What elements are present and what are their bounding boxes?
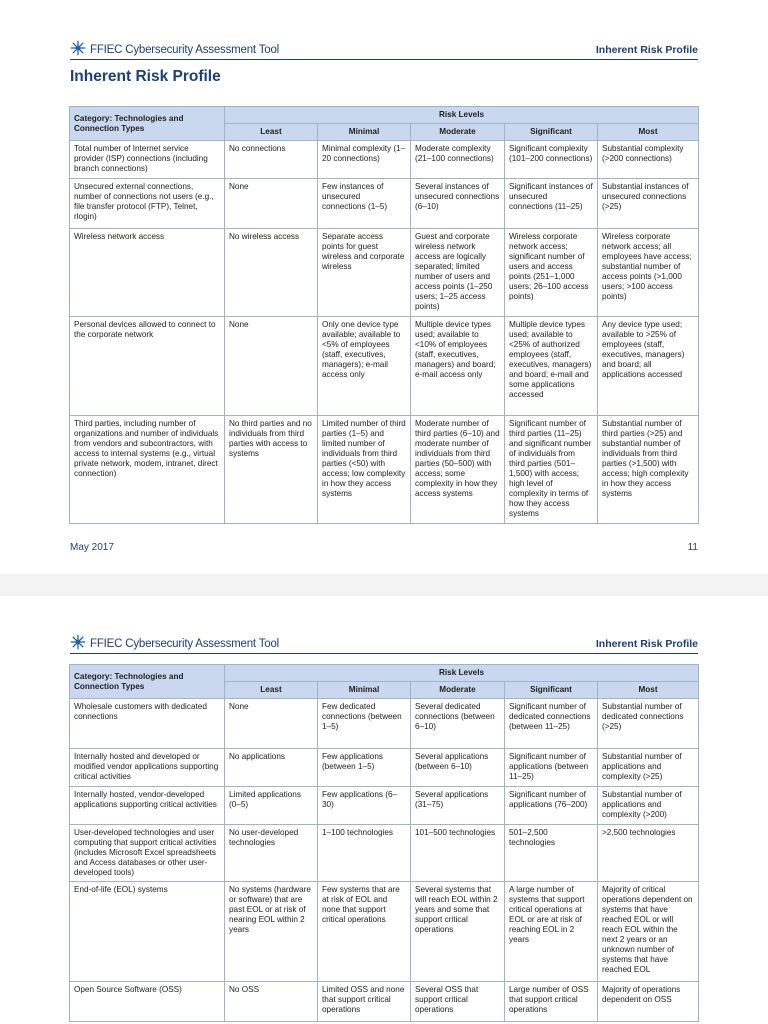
significant-cell: Multiple device types used; available to <25% of authorized employees (staff, executives, managers) and board; e-mail and some applications accessed <box>505 317 598 416</box>
significant-cell: 501–2,500 technologies <box>505 825 598 882</box>
significant-cell: Large number of OSS that support critical operations <box>505 982 598 1022</box>
level-significant-header: Significant <box>505 682 598 699</box>
risk-levels-header: Risk Levels <box>225 107 699 124</box>
category-cell: Wireless network access <box>70 229 225 317</box>
minimal-cell: Minimal complexity (1–20 connections) <box>318 141 411 179</box>
minimal-cell: Few dedicated connections (between 1–5) <box>318 699 411 749</box>
moderate-cell: Moderate complexity (21–100 connections) <box>411 141 505 179</box>
category-cell: User-developed technologies and user computing that support critical activities (includes Microsoft Excel spreadsheets and Access databases or other user-developed tools) <box>70 825 225 882</box>
table-row <box>70 317 699 416</box>
most-cell: Substantial instances of unsecured connections (>25) <box>598 179 699 229</box>
significant-cell: Significant number of applications (between 11–25) <box>505 749 598 787</box>
most-cell: >2,500 technologies <box>598 825 699 882</box>
table-row <box>70 229 699 317</box>
risk-table-2 <box>69 664 699 1022</box>
footer-page-number: 11 <box>687 542 698 553</box>
minimal-cell: Few instances of unsecured connections (1–5) <box>318 179 411 229</box>
category-cell: Open Source Software (OSS) <box>70 982 225 1022</box>
level-most-header: Most <box>598 682 699 699</box>
table-row <box>70 179 699 229</box>
most-cell: Wireless corporate network access; all employees have access; substantial number of access points (>1,000 users; >100 access points) <box>598 229 699 317</box>
minimal-cell: 1–100 technologies <box>318 825 411 882</box>
significant-cell: Significant number of dedicated connections (between 11–25) <box>505 699 598 749</box>
minimal-cell: Limited number of third parties (1–5) and limited number of individuals from third parties (<50) with access; low complexity in how they access systems <box>318 416 411 524</box>
level-moderate-header: Moderate <box>411 124 505 141</box>
table-row <box>70 699 699 749</box>
category-cell: Third parties, including number of organizations and number of individuals from vendors and subcontractors, with access to internal systems (e.g., virtual private network, modem, intranet, direct connection) <box>70 416 225 524</box>
least-cell: No wireless access <box>225 229 318 317</box>
page-title: Inherent Risk Profile <box>70 68 221 85</box>
category-cell: Internally hosted, vendor-developed applications supporting critical activities <box>70 787 225 825</box>
section-name: Inherent Risk Profile <box>595 44 698 56</box>
least-cell: No third parties and no individuals from third parties with access to systems <box>225 416 318 524</box>
table-row <box>70 141 699 179</box>
risk-levels-header: Risk Levels <box>225 665 699 682</box>
ffiec-logo-icon <box>70 40 86 56</box>
significant-cell: A large number of systems that support critical operations at EOL or are at risk of reaching EOL in 2 years <box>505 882 598 982</box>
category-cell: Personal devices allowed to connect to the corporate network <box>70 317 225 416</box>
moderate-cell: Several applications (between 6–10) <box>411 749 505 787</box>
minimal-cell: Few applications (between 1–5) <box>318 749 411 787</box>
moderate-cell: Several applications (31–75) <box>411 787 505 825</box>
significant-cell: Wireless corporate network access; significant number of users and access points (251–1,000 users; 26–100 access points) <box>505 229 598 317</box>
table-row <box>70 749 699 787</box>
least-cell: No OSS <box>225 982 318 1022</box>
category-header: Category: Technologies and Connection Types <box>70 665 225 699</box>
significant-cell: Significant instances of unsecured connections (11–25) <box>505 179 598 229</box>
minimal-cell: Only one device type available; available to <5% of employees (staff, executives, managers); e-mail access only <box>318 317 411 416</box>
category-cell: Unsecured external connections, number of connections not users (e.g., file transfer protocol (FTP), Telnet, rlogin) <box>70 179 225 229</box>
level-least-header: Least <box>225 682 318 699</box>
footer-date: May 2017 <box>70 542 114 553</box>
table-row <box>70 416 699 524</box>
moderate-cell: Several OSS that support critical operations <box>411 982 505 1022</box>
significant-cell: Significant number of third parties (11–25) and significant number of individuals from third parties (501–1,500) with access; high level of complexity in terms of how they access systems <box>505 416 598 524</box>
level-most-header: Most <box>598 124 699 141</box>
least-cell: None <box>225 317 318 416</box>
minimal-cell: Few applications (6–30) <box>318 787 411 825</box>
minimal-cell: Separate access points for guest wireless and corporate wireless <box>318 229 411 317</box>
tool-name: FFIEC Cybersecurity Assessment Tool <box>90 44 279 56</box>
least-cell: None <box>225 179 318 229</box>
significant-cell: Significant complexity (101–200 connections) <box>505 141 598 179</box>
most-cell: Substantial number of dedicated connections (>25) <box>598 699 699 749</box>
tool-name: FFIEC Cybersecurity Assessment Tool <box>90 638 279 650</box>
level-significant-header: Significant <box>505 124 598 141</box>
most-cell: Substantial number of third parties (>25) and substantial number of individuals from third parties (>1,500) with access; high complexity in how they access systems <box>598 416 699 524</box>
document-page-2 <box>0 596 768 1024</box>
category-cell: Internally hosted and developed or modified vendor applications supporting critical activities <box>70 749 225 787</box>
level-minimal-header: Minimal <box>318 124 411 141</box>
moderate-cell: Guest and corporate wireless network access are logically separated; limited number of users and access points (1–250 users; 1–25 access points) <box>411 229 505 317</box>
page-footer <box>70 542 698 553</box>
table-row <box>70 787 699 825</box>
least-cell: No user-developed technologies <box>225 825 318 882</box>
least-cell: No systems (hardware or software) that are past EOL or at risk of nearing EOL within 2 years <box>225 882 318 982</box>
most-cell: Majority of critical operations dependent on systems that have reached EOL or will reach EOL within the next 2 years or an unknown number of systems that have reached EOL <box>598 882 699 982</box>
section-name: Inherent Risk Profile <box>595 638 698 650</box>
most-cell: Substantial number of applications and complexity (>25) <box>598 749 699 787</box>
moderate-cell: 101–500 technologies <box>411 825 505 882</box>
category-cell: End-of-life (EOL) systems <box>70 882 225 982</box>
risk-table-1 <box>69 106 699 524</box>
category-header: Category: Technologies and Connection Types <box>70 107 225 141</box>
most-cell: Substantial complexity (>200 connections) <box>598 141 699 179</box>
moderate-cell: Several dedicated connections (between 6–10) <box>411 699 505 749</box>
category-cell: Wholesale customers with dedicated connections <box>70 699 225 749</box>
minimal-cell: Limited OSS and none that support critical operations <box>318 982 411 1022</box>
least-cell: None <box>225 699 318 749</box>
most-cell: Majority of operations dependent on OSS <box>598 982 699 1022</box>
moderate-cell: Several systems that will reach EOL within 2 years and some that support critical operations <box>411 882 505 982</box>
most-cell: Any device type used; available to >25% of employees (staff, executives, managers) and board; all applications accessed <box>598 317 699 416</box>
significant-cell: Significant number of applications (76–200) <box>505 787 598 825</box>
table-row <box>70 825 699 882</box>
category-cell: Total number of Internet service provider (ISP) connections (including branch connections) <box>70 141 225 179</box>
table-row <box>70 882 699 982</box>
moderate-cell: Moderate number of third parties (6–10) and moderate number of individuals from third parties (50–500) with access; some complexity in how they access systems <box>411 416 505 524</box>
moderate-cell: Multiple device types used; available to <10% of employees (staff, executives, managers) and board; e-mail access only <box>411 317 505 416</box>
minimal-cell: Few systems that are at risk of EOL and none that support critical operations <box>318 882 411 982</box>
most-cell: Substantial number of applications and complexity (>200) <box>598 787 699 825</box>
ffiec-logo-icon <box>70 634 86 650</box>
table-row <box>70 982 699 1022</box>
level-minimal-header: Minimal <box>318 682 411 699</box>
page-header <box>70 634 698 654</box>
level-least-header: Least <box>225 124 318 141</box>
moderate-cell: Several instances of unsecured connections (6–10) <box>411 179 505 229</box>
least-cell: Limited applications (0–5) <box>225 787 318 825</box>
least-cell: No applications <box>225 749 318 787</box>
level-moderate-header: Moderate <box>411 682 505 699</box>
page-header <box>70 40 698 60</box>
least-cell: No connections <box>225 141 318 179</box>
